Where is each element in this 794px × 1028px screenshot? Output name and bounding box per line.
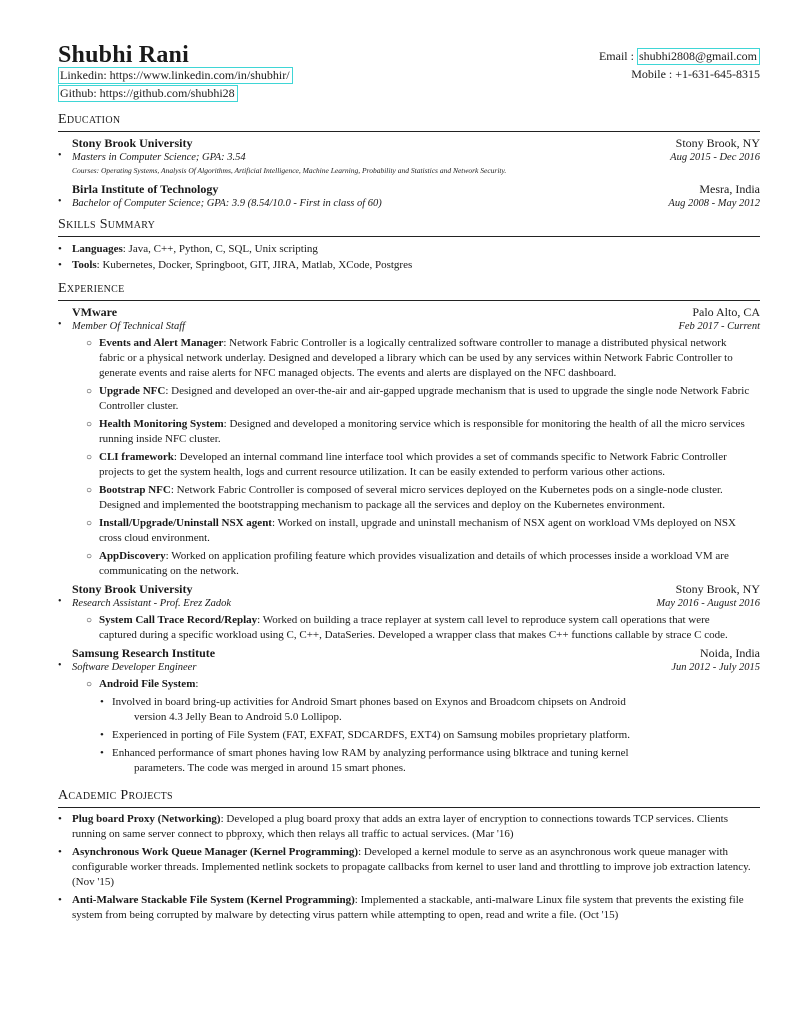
sub-detail-text: Experienced in porting of File System (FAT, EXFAT, SDCARDFS, EXT4) on Samsung mobiles proprietary platform. <box>112 729 630 741</box>
section-title-projects: Academic Projects <box>58 788 760 808</box>
skills-section <box>58 217 760 273</box>
skill-item <box>58 241 760 257</box>
detail-text: : Designed and developed a monitoring service which is responsible for monitoring the health of all the micro services running inside NFC cluster. <box>99 418 745 445</box>
project-description: : Implemented a stackable, anti-malware Linux file system that prevents the existing file system from being corrupted by malware by detecting virus pattern while attempting to open, read and write a file. (Oct '15) <box>72 894 744 921</box>
linkedin-link[interactable]: Linkedin: https://www.linkedin.com/in/shubhir/ <box>58 67 293 84</box>
detail-text: : Network Fabric Controller is composed of several micro services deployed on the Kubernetes pods on a single-node cluster. Designed and implemented the bootstrapping mechanism to package all the services and deploy on the Kubernetes environment. <box>99 484 723 511</box>
resume-header <box>58 42 760 102</box>
projects-section <box>58 788 760 923</box>
circle-bullet-icon: ○ <box>86 452 93 463</box>
email-link[interactable]: shubhi2808@gmail.com <box>637 48 760 65</box>
experience-entry <box>58 646 760 675</box>
company-location: Noida, India <box>700 646 760 660</box>
sub-detail-item <box>100 728 760 743</box>
bullet-icon: • <box>100 696 104 708</box>
email-label: Email : <box>598 49 637 63</box>
project-item <box>58 812 760 842</box>
section-title-education: Education <box>58 112 760 132</box>
date-range: Aug 2015 - Dec 2016 <box>670 152 760 163</box>
project-item <box>58 845 760 890</box>
bullet-icon: • <box>58 319 62 330</box>
bullet-icon: • <box>58 894 62 906</box>
detail-item <box>86 450 760 480</box>
education-entry <box>58 182 760 211</box>
degree: Bachelor of Computer Science; GPA: 3.9 (8.54/10.0 - First in class of 60) <box>72 198 382 209</box>
degree: Masters in Computer Science; GPA: 3.54 <box>72 152 246 163</box>
sub-detail-item <box>100 695 760 725</box>
detail-item <box>86 516 760 546</box>
detail-label: Bootstrap NFC <box>99 484 171 496</box>
detail-item <box>86 549 760 579</box>
detail-text: : Worked on application profiling feature which provides visualization and details of which processes inside a workload VM are communicating on the network. <box>99 550 729 577</box>
bullet-icon: • <box>58 196 62 207</box>
sub-detail-item <box>100 746 760 776</box>
project-item <box>58 893 760 923</box>
profile-links <box>58 67 293 103</box>
bullet-icon: • <box>58 846 62 858</box>
detail-label: Upgrade NFC <box>99 385 166 397</box>
circle-bullet-icon: ○ <box>86 419 93 430</box>
detail-label: Install/Upgrade/Uninstall NSX agent <box>99 517 272 529</box>
project-title: Asynchronous Work Queue Manager (Kernel Programming) <box>72 846 359 858</box>
experience-details <box>86 677 760 776</box>
detail-item <box>86 336 760 381</box>
github-link[interactable]: Github: https://github.com/shubhi28 <box>58 85 238 102</box>
section-title-skills: Skills Summary <box>58 217 760 237</box>
circle-bullet-icon: ○ <box>86 551 93 562</box>
circle-bullet-icon: ○ <box>86 518 93 529</box>
experience-details <box>86 336 760 579</box>
detail-item <box>86 613 760 643</box>
institution-name: Birla Institute of Technology <box>72 182 219 196</box>
experience-entry <box>58 305 760 334</box>
bullet-icon: • <box>58 596 62 607</box>
skill-value: : Kubernetes, Docker, Springboot, GIT, JIRA, Matlab, XCode, Postgres <box>96 259 413 271</box>
job-title: Research Assistant - Prof. Erez Zadok <box>72 598 232 609</box>
job-title: Member Of Technical Staff <box>72 321 186 332</box>
circle-bullet-icon: ○ <box>86 338 93 349</box>
contact-info <box>599 48 760 84</box>
institution-location: Stony Brook, NY <box>675 136 760 150</box>
resume-page <box>58 40 760 926</box>
date-range: Jun 2012 - July 2015 <box>671 662 760 673</box>
company-location: Stony Brook, NY <box>675 582 760 596</box>
project-title: Anti-Malware Stackable File System (Kernel Programming) <box>72 894 355 906</box>
date-range: Feb 2017 - Current <box>678 321 760 332</box>
detail-item <box>86 677 760 692</box>
experience-entry <box>58 582 760 611</box>
company-name: VMware <box>72 305 118 319</box>
mobile-number: Mobile : +1-631-645-8315 <box>631 67 760 81</box>
candidate-name: Shubhi Rani <box>58 42 189 68</box>
detail-item <box>86 483 760 513</box>
sub-detail-text-cont: parameters. The code was merged in around 15 smart phones. <box>134 762 406 774</box>
sub-detail-text: Involved in board bring-up activities for Android Smart phones based on Exynos and Broadcom chipsets on Android <box>112 696 626 708</box>
project-description: : Developed a plug board proxy that adds an extra layer of encryption to connections towards TCP services. Clients running on same server connect to pbproxy, which then relays all traffic to actual services. (Mar '16) <box>72 813 729 840</box>
bullet-icon: • <box>100 747 104 759</box>
bullet-icon: • <box>58 243 62 255</box>
education-entry <box>58 136 760 176</box>
circle-bullet-icon: ○ <box>86 386 93 397</box>
company-name: Stony Brook University <box>72 582 193 596</box>
skill-label: Tools <box>72 259 97 271</box>
sub-detail-text: Enhanced performance of smart phones having low RAM by analyzing performance using blktrace and tuning kernel <box>112 747 629 759</box>
bullet-icon: • <box>58 660 62 671</box>
detail-text: : Worked on install, upgrade and uninstall mechanism of NSX agent on workload VMs deployed on NSX cross cloud environment. <box>99 517 736 544</box>
detail-label: Android File System <box>99 678 196 690</box>
courses: Courses: Operating Systems, Analysis Of Algorithms, Artificial Intelligence, Machine Learning, Probability and Statistics and Network Security. <box>72 166 507 175</box>
job-title: Software Developer Engineer <box>72 662 197 673</box>
bullet-icon: • <box>58 813 62 825</box>
detail-item <box>86 384 760 414</box>
detail-label: System Call Trace Record/Replay <box>99 614 258 626</box>
detail-text: : Developed an internal command line interface tool which provides a set of commands specific to Network Fabric Controller projects to get the system health, logs and current resource utilization. It can be easily extended to perform various other actions. <box>99 451 727 478</box>
detail-label: CLI framework <box>99 451 174 463</box>
detail-text: : <box>195 678 199 690</box>
project-description: : Developed a kernel module to serve as an asynchronous work queue manager with configurable worker threads. Implemented netlink sockets to propagate callbacks from kernel to user land and throttling to improve job extraction latency. (Nov '15) <box>72 846 751 888</box>
sub-detail-list <box>100 695 760 776</box>
company-name: Samsung Research Institute <box>72 646 216 660</box>
circle-bullet-icon: ○ <box>86 679 93 690</box>
institution-name: Stony Brook University <box>72 136 193 150</box>
detail-item <box>86 417 760 447</box>
company-location: Palo Alto, CA <box>692 305 760 319</box>
skill-value: : Java, C++, Python, C, SQL, Unix scripting <box>122 243 318 255</box>
date-range: Aug 2008 - May 2012 <box>668 198 760 209</box>
sub-detail-text-cont: version 4.3 Jelly Bean to Android 5.0 Lollipop. <box>134 711 342 723</box>
skill-label: Languages <box>72 243 123 255</box>
circle-bullet-icon: ○ <box>86 485 93 496</box>
bullet-icon: • <box>58 150 62 161</box>
detail-text: : Network Fabric Controller is a logically centralized software controller to manage a distributed physical network fabric or a physical network underlay. Designed and developed a library which can be used by any services within Network Fabric Controller to generate events and raise alerts for NFC managed objects. The events and alerts are displayed on the NFC dashboard. <box>99 337 733 379</box>
education-section <box>58 112 760 211</box>
project-title: Plug board Proxy (Networking) <box>72 813 221 825</box>
experience-details <box>86 613 760 643</box>
date-range: May 2016 - August 2016 <box>656 598 760 609</box>
skill-item <box>58 257 760 273</box>
detail-label: Health Monitoring System <box>99 418 224 430</box>
detail-label: Events and Alert Manager <box>99 337 224 349</box>
detail-text: : Worked on building a trace replayer at system call level to reproduce system call operations that were captured during a specific workload using C, C++, DataSeries. Developed a wrapper class that makes C++ functions callable by strace C code. <box>99 614 728 641</box>
bullet-icon: • <box>100 729 104 741</box>
detail-text: : Designed and developed an over-the-air and air-gapped upgrade mechanism that is used to upgrade the single node Network Fabric Controller cluster. <box>99 385 750 412</box>
bullet-icon: • <box>58 259 62 271</box>
detail-label: AppDiscovery <box>99 550 166 562</box>
experience-section <box>58 281 760 776</box>
section-title-experience: Experience <box>58 281 760 301</box>
circle-bullet-icon: ○ <box>86 615 93 626</box>
institution-location: Mesra, India <box>699 182 760 196</box>
